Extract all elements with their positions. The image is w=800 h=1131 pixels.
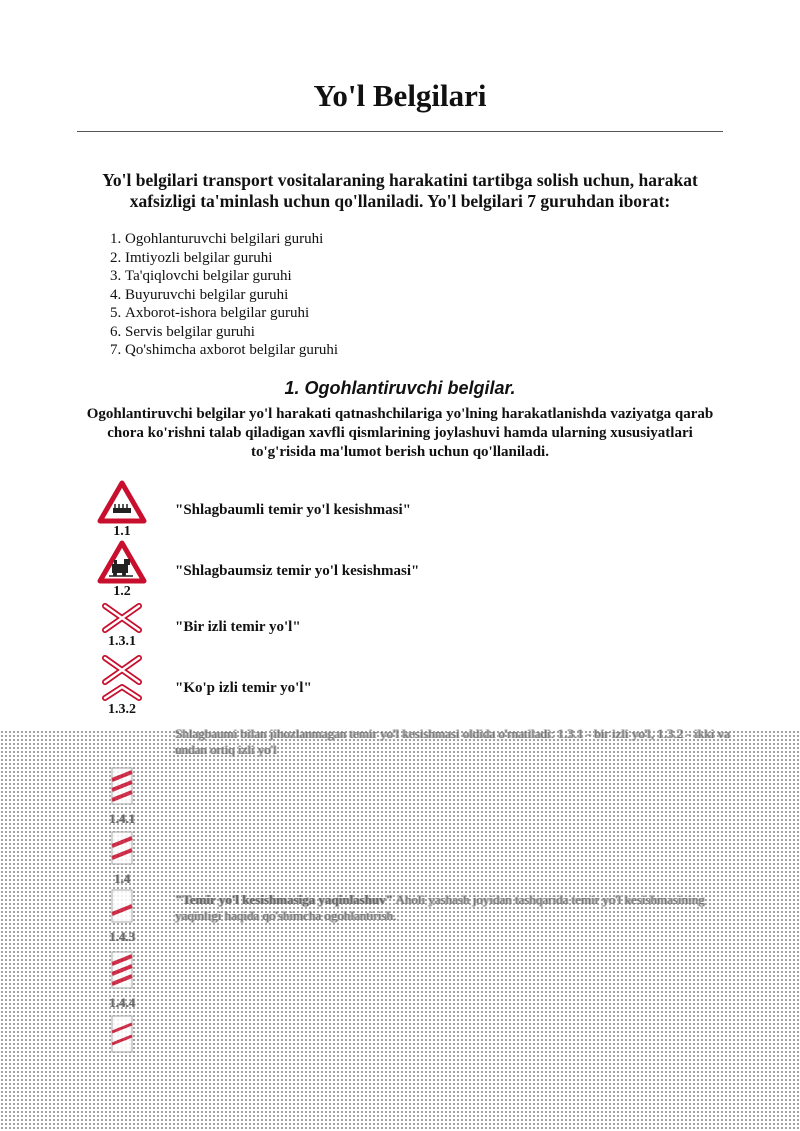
list-item: 2. Imtiyozli belgilar guruhi <box>125 249 338 268</box>
approach-marker-icon <box>110 766 134 806</box>
title-divider <box>77 131 723 132</box>
list-item: 6. Servis belgilar guruhi <box>125 323 338 342</box>
sign-title: "Shlagbaumli temir yo'l kesishmasi" <box>175 502 411 518</box>
list-item: 4. Buyuruvchi belgilar guruhi <box>125 286 338 305</box>
sign-1-3-1 <box>95 602 149 649</box>
faded-sign-1-4-1 <box>104 766 140 827</box>
faded-note-title: "Temir yo'l kesishmasiga yaqinlashuv" <box>175 892 393 907</box>
sign-1-3-2 <box>95 654 149 717</box>
sign-code: 1.4.4 <box>109 995 135 1010</box>
faded-sign-1-4-5 <box>104 1014 140 1059</box>
level-crossing-with-barrier-icon <box>97 480 147 524</box>
list-item: 3. Ta'qiqlovchi belgilar guruhi <box>125 267 338 286</box>
faded-sign-1-4-3 <box>104 888 140 945</box>
sign-code: 1.3.1 <box>108 634 136 649</box>
approach-marker-icon <box>110 888 134 924</box>
faded-sign-1-4-4 <box>104 950 140 1011</box>
sign-title: "Ko'p izli temir yo'l" <box>175 680 312 696</box>
approach-marker-icon <box>110 950 134 990</box>
intro-paragraph: Yo'l belgilari transport vositalaraning harakatini tartibga solish uchun, harakat xafsizligi ta'minlash uchun qo'llaniladi. Yo'l belgilari 7 guruhdan iborat: <box>102 170 698 211</box>
sign-title: "Bir izli temir yo'l" <box>175 619 301 635</box>
sign-1-2 <box>95 540 149 599</box>
sign-1-1 <box>95 480 149 539</box>
section-description: Ogohlantiruvchi belgilar yo'l harakati qatnashchilariga yo'lning harakatlanishda vaziyatga qarab chora ko'rishni talab qiladigan xavfli qismlarining joylashuvi hamda ularning xususiyatlari to'g'risida ma'lumot berish uchun qo'llaniladi. <box>86 406 714 460</box>
sign-code: 1.4 <box>113 871 131 886</box>
approach-marker-icon <box>110 1014 134 1054</box>
list-item: 5. Axborot-ishora belgilar guruhi <box>125 304 338 323</box>
list-item: 1. Ogohlanturuvchi belgilari guruhi <box>125 230 338 249</box>
page-title: Yo'l Belgilari <box>313 78 487 113</box>
faded-note-approach <box>175 892 735 924</box>
sign-code: 1.1 <box>113 524 131 539</box>
section-title: 1. Ogohlantiruvchi belgilar. <box>284 378 516 398</box>
multi-track-railway-icon <box>99 654 145 702</box>
sign-groups-list <box>70 230 338 360</box>
faded-note-body: Aholi yashash joyidan tashqarida temir yo'l kesishmasining yaqinligi haqida qo'shimcha ogohlantirish. <box>175 892 705 923</box>
single-track-railway-icon <box>99 602 145 634</box>
sign-code: 1.4.1 <box>109 811 135 826</box>
sign-code: 1.3.2 <box>108 702 136 717</box>
list-item: 7. Qo'shimcha axborot belgilar guruhi <box>125 341 338 360</box>
sign-code: 1.4.3 <box>109 929 135 944</box>
faded-note: Shlagbaumi bilan jihozlanmagan temir yo'l kesishmasi oldida o'rnatiladi: 1.3.1 - bir izli yo'l, 1.3.2 - ikki va undan ortiq izli yo'l <box>175 726 730 757</box>
level-crossing-without-barrier-icon <box>97 540 147 584</box>
faded-sign-1-4-2 <box>104 830 140 887</box>
approach-marker-icon <box>110 830 134 866</box>
sign-title: "Shlagbaumsiz temir yo'l kesishmasi" <box>175 563 420 579</box>
sign-code: 1.2 <box>113 584 131 599</box>
